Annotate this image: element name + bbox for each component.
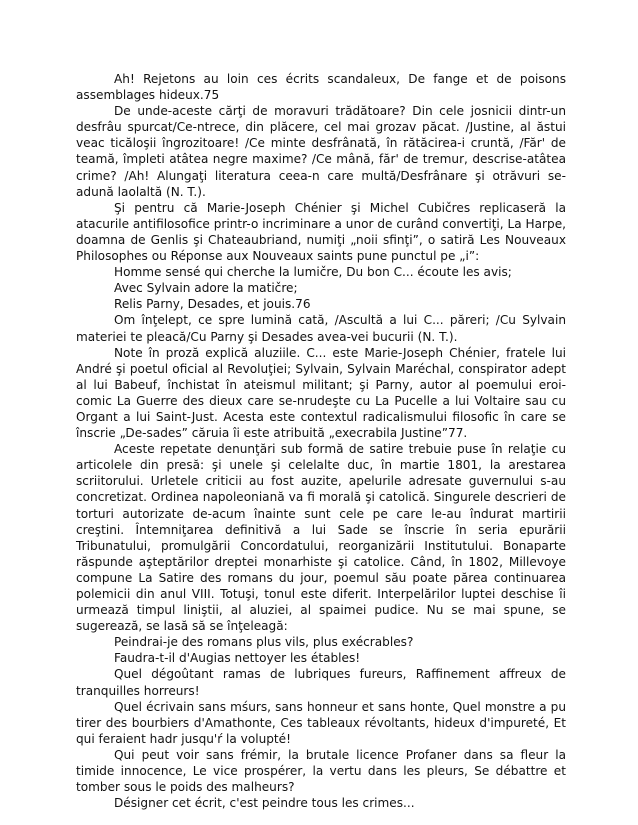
verse-qui-peut-voir: Qui peut voir sans frémir, la brutale licence Profaner dans sa fleur la timide innocence, Le vice prospérer, la vertu dans les pleurs, Se débattre et tomber sous le poids des malheurs? — [76, 747, 566, 795]
document-page — [76, 71, 566, 811]
translation-paragraph: De unde-aceste cărţi de moravuri trădătoare? Din cele josnicii dintr-un desfrâu spurcat/Ce-ntrece, din plăcere, cel mai grozav păcat. /Justine, al ăstui veac ticăloşii îngrozitoare! /Ce minte desfrânată, în rătăcirea-i cruntă, /Făr' de teamă, împleti atâtea negre maxime? /Ce mână, făr' de tremur, descrise-atâtea crime? /Ah! Alungaţi literatura ceea-n care multă/Desfrânare şi otrăvuri se-adună laolaltă (N. T.). — [76, 104, 566, 199]
body-paragraph-notes: Note în proză explică aluziile. C... este Marie-Joseph Chénier, fratele lui André şi poetul oficial al Revoluţiei; Sylvain, Sylvain Maréchal, conspirator adept al lui Babeuf, închistat în ateismul militant; şi Parny, autor al poemului eroi-comic La Guerre des dieux care se-nrudeşte cu La Pucelle a lui Voltaire sau cu Organt a lui Saint-Just. Acesta este contextul radicalismului filosofic în care se înscrie „De-sades” căruia îi este atribuită „execrabila Justine”77. — [76, 345, 566, 441]
translation-paragraph-om: Om înţelept, ce spre lumină cată, /Ascultă a lui C... păreri; /Cu Sylvain materiei te pleacă/Cu Parny şi Desades avea-vei bucurii (N. T.). — [76, 313, 566, 344]
verse-line-avec-sylvain: Avec Sylvain adore la matičre; — [114, 281, 298, 296]
body-paragraph-denunturi: Aceste repetate denunţări sub formă de satire trebuie puse în relaţie cu articolele din presă: şi unele şi celelalte duc, în martie 1801, la arestarea scriitorului. Urletele criticii au fost auzite, apelurile adresate guvernului s-au concretizat. Ordinea napoleoniană va fi morală şi catolică. Singurele descrieri de torturi autorizate de-acum înainte sunt cele pe care le-au îndurat martirii creştini. Întemniţarea definitivă a lui Sade se înscrie în seria epurării Tribunatului, promulgării Concordatului, reorganizării Institutului. Bonaparte răspunde aşteptărilor dreptei monarhiste şi catolice. Când, în 1802, Millevoye compune La Satire des romans du jour, poemul său poate părea continuarea polemicii din anul VIII. Totuşi, tonul este diferit. Interpelărilor luptei deschise îi urmează timpul liniştii, al aluziei, al spaimei pudice. Nu se mai spune, se sugerează, se lasă să se înţeleagă: — [76, 442, 566, 634]
verse-line-relis-parny: Relis Parny, Desades, et jouis.76 — [114, 297, 311, 312]
verse-quel-degoutant: Quel dégoûtant ramas de lubriques fureurs, Raffinement affreux de tranquilles horreurs! — [76, 667, 566, 698]
verse-line-homme-sense: Homme sensé qui cherche la lumičre, Du bon C... écoute les avis; — [114, 265, 512, 280]
verse-ah-rejetons: Ah! Rejetons au loin ces écrits scandaleux, De fange et de poisons assemblages hideux.75 — [76, 72, 566, 103]
verse-line-faudra: Faudra-t-il d'Augias nettoyer les étables! — [114, 651, 361, 666]
verse-line-peindrai: Peindrai-je des romans plus vils, plus exécrables? — [114, 635, 414, 650]
verse-quel-ecrivain: Quel écrivain sans mśurs, sans honneur et sans honte, Quel monstre a pu tirer des bourbiers d'Amathonte, Ces tableaux révoltants, hideux d'impureté, Et qui feraient hadr jusqu'ŕ la volupté! — [76, 699, 566, 746]
verse-designer: Désigner cet écrit, c'est peindre tous les crimes... — [114, 796, 415, 811]
body-paragraph-chenier: Şi pentru că Marie-Joseph Chénier şi Michel Cubičres replicaseră la atacurile antifilosofice printr-o incriminare a unor de curând convertiţi, La Harpe, doamna de Genlis şi Chateaubriand, numiţi „noii sfinţi”, o satiră Les Nouveaux Philosophes ou Réponse aux Nouveaux saints pune punctul pe „i”: — [76, 200, 566, 264]
